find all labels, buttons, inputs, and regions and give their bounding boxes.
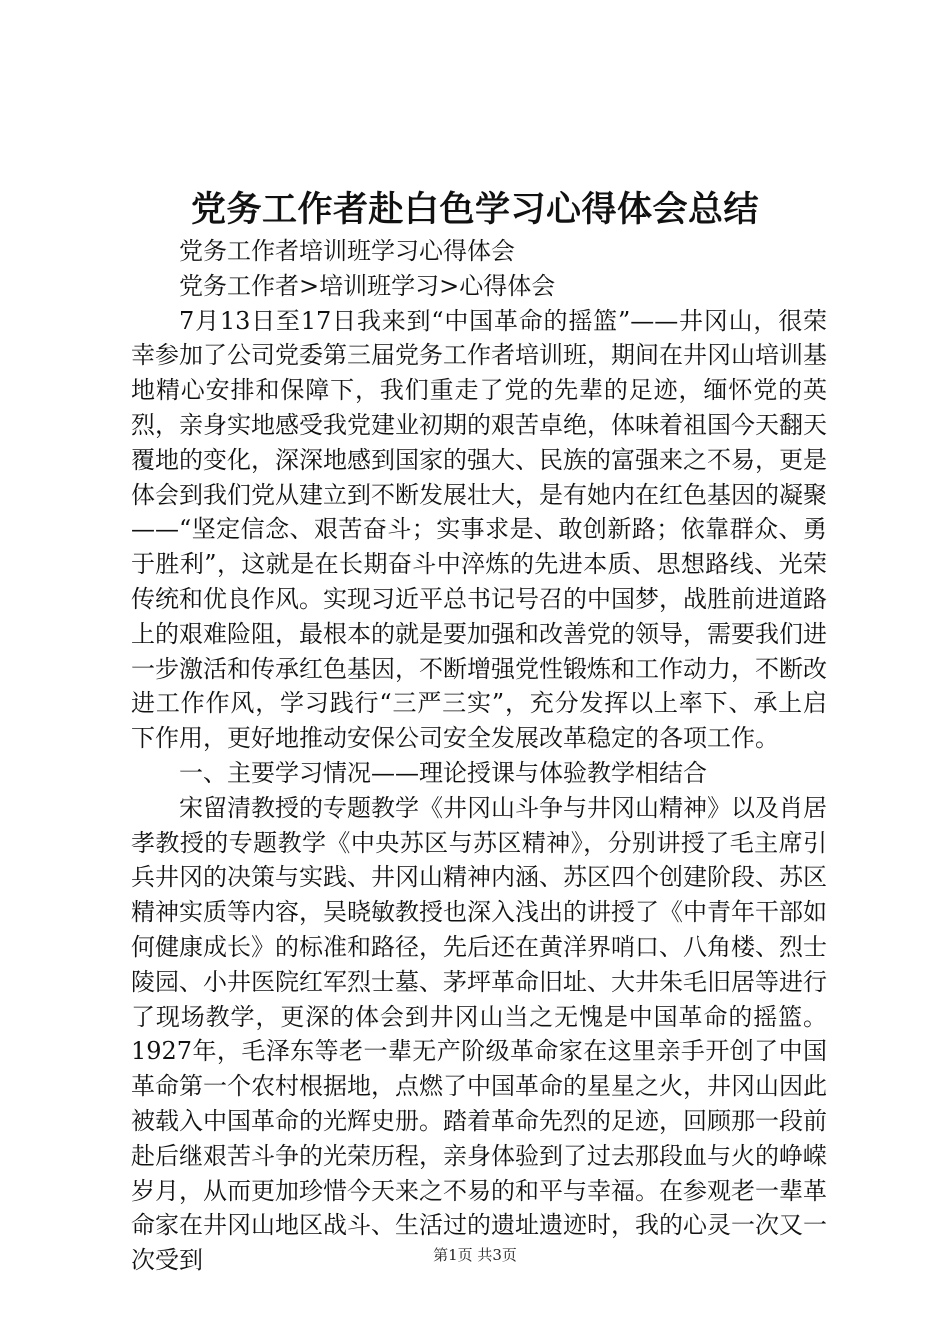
body-paragraph: 7月13日至17日我来到“中国革命的摇篮”——井冈山，很荣幸参加了公司党委第三届党务工作者培训班，期间在井冈山培训基地精心安排和保障下，我们重走了党的先辈的足迹，缅怀党的英烈，亲身实地感受我党建业初期的艰苦卓绝，体味着祖国今天翻天覆地的变化，深深地感到国家的强大、民族的富强来之不易，更是体会到我们党从建立到不断发展壮大，是有她内在红色基因的凝聚——“坚定信念、艰苦奋斗；实事求是、敢创新路；依靠群众、勇于胜利”，这就是在长期奋斗中淬炼的先进本质、思想路线、光荣传统和优良作风。实现习近平总书记号召的中国梦，战胜前进道路上的艰难险阻，最根本的就是要加强和改善党的领导，需要我们进一步激活和传承红色基因，不断增强党性锻炼和工作动力，不断改进工作作风，学习践行“三严三实”，充分发挥以上率下、承上启下作用，更好地推动安保公司安全发展改革稳定的各项工作。 (131, 306, 827, 753)
section-heading: 一、主要学习情况——理论授课与体验教学相结合 (179, 758, 707, 787)
document-title: 党务工作者赴白色学习心得体会总结 (190, 189, 759, 230)
body-paragraph: 宋留清教授的专题教学《井冈山斗争与井冈山精神》以及肖居孝教授的专题教学《中央苏区与苏区精神》，分别讲授了毛主席引兵井冈的决策与实践、井冈山精神内涵、苏区四个创建阶段、苏区精神实质等内容，吴晓敏教授也深入浅出的讲授了《中青年干部如何健康成长》的标准和路径，先后还在黄洋界哨口、八角楼、烈士陵园、小井医院红军烈士墓、茅坪革命旧址、大井朱毛旧居等进行了现场教学，更深的体会到井冈山当之无愧是中国革命的摇篮。1927年，毛泽东等老一辈无产阶级革命家在这里亲手开创了中国革命第一个农村根据地，点燃了中国革命的星星之火，井冈山因此被载入中国革命的光辉史册。踏着革命先烈的足迹，回顾那一段前赴后继艰苦斗争的光荣历程，亲身体验到了过去那段血与火的峥嵘岁月，从而更加珍惜今天来之不易的和平与幸福。在参观老一辈革命家在井冈山地区战斗、生活过的遗址遗迹时，我的心灵一次又一次受到 (131, 793, 827, 1275)
document-body (131, 234, 827, 1278)
page-number: 第1页 共3页 (433, 1246, 517, 1264)
category-path-line: 党务工作者>培训班学习>心得体会 (179, 271, 556, 300)
subtitle-line: 党务工作者培训班学习心得体会 (179, 237, 515, 265)
